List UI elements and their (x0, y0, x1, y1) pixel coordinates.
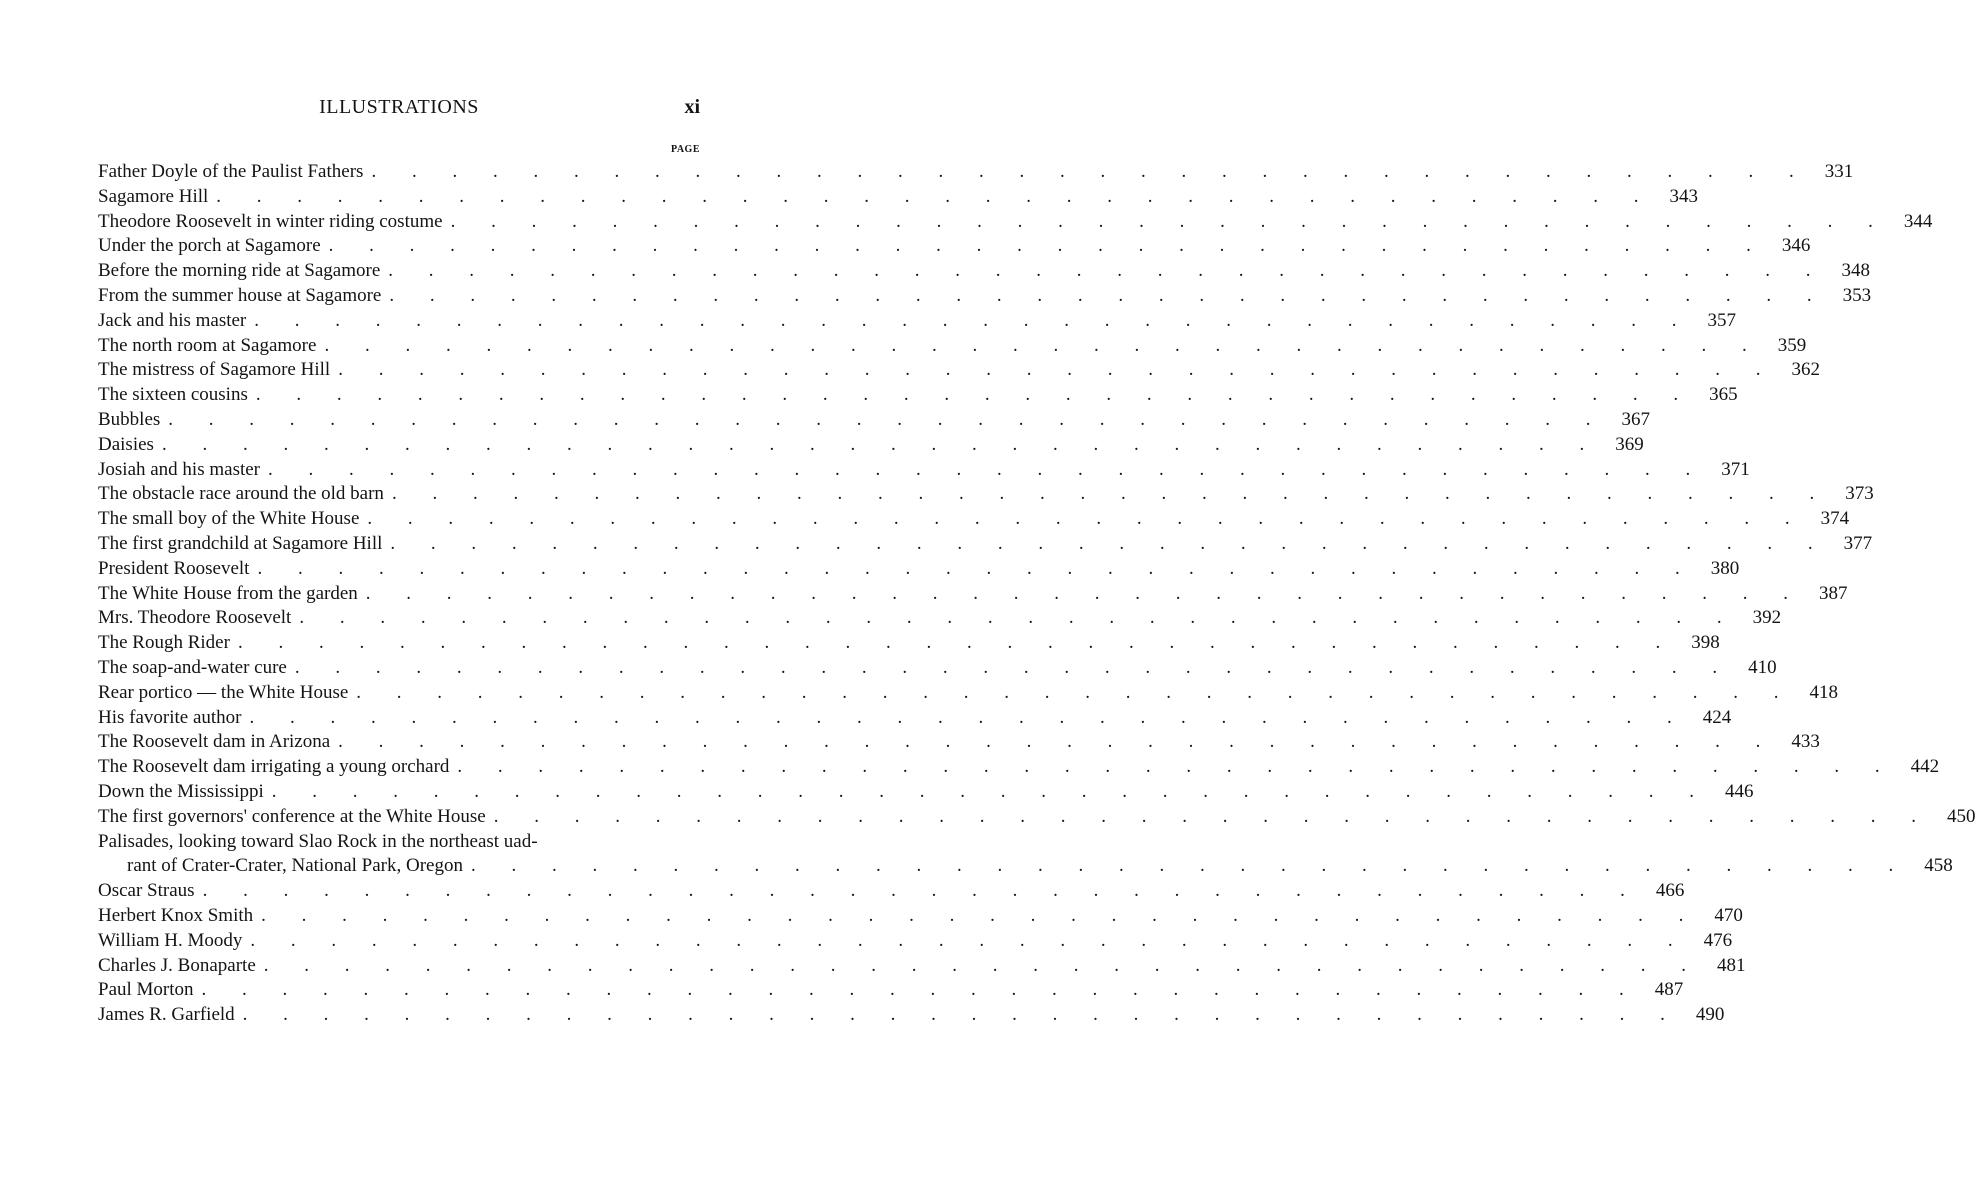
list-item (98, 259, 1871, 284)
entry-title: Jack and his master (98, 309, 247, 331)
entry-page-number: 373 (1845, 483, 1874, 505)
entry-page-number: 387 (1819, 582, 1848, 604)
dot-leader: . . . . . . . . . . . . . . . . . . . . . . . . . . . . . . . . . . . . (254, 309, 1693, 331)
page-numeral: xi (684, 96, 700, 118)
list-item (98, 408, 1651, 433)
entry-continuation (98, 854, 1953, 879)
entry-page-number: 490 (1695, 1004, 1725, 1026)
list-item (98, 780, 1754, 805)
entry-title: Down the Mississippi (98, 780, 264, 802)
entry-title: Charles J. Bonaparte (98, 954, 256, 976)
list-item (98, 681, 1839, 706)
dot-leader: . . . . . . . . . . . . . . . . . . . . . . . . . . . . . . . . . . . . (271, 780, 1710, 802)
list-item (98, 433, 1644, 458)
dot-leader: . . . . . . . . . . . . . . . . . . . . . . . . . . . . . . . . . . . . (250, 929, 1689, 951)
list-item (98, 210, 1933, 235)
entry-title: William H. Moody (98, 929, 243, 951)
list-item (98, 1003, 1725, 1028)
dot-leader: . . . . . . . . . . . . . . . . . . . . . . . . . . . . . . . . . . . . (161, 433, 1600, 455)
entry-page-number: 346 (1781, 235, 1811, 257)
entry-title: Rear portico — the White House (98, 681, 349, 703)
list-item (98, 482, 1874, 507)
entry-title: Daisies (98, 433, 154, 455)
entry-title: The Rough Rider (98, 632, 230, 654)
dot-leader: . . . . . . . . . . . . . . . . . . . . . . . . . . . . . . . . . . . . (390, 532, 1829, 554)
list-item (98, 582, 1848, 607)
entry-page-number: 424 (1702, 706, 1732, 728)
entry-title: The first governors' conference at the White House (98, 805, 486, 827)
list-item (98, 234, 1811, 259)
entry-page-number: 487 (1654, 979, 1684, 1001)
entry-page-number: 331 (1824, 161, 1854, 182)
dot-leader: . . . . . . . . . . . . . . . . . . . . . . . . . . . . . . . . . . . . (457, 756, 1896, 778)
entry-title: His favorite author (98, 706, 242, 728)
entry-page-number: 476 (1703, 929, 1733, 951)
entry-title: The White House from the garden (98, 582, 358, 604)
dot-leader: . . . . . . . . . . . . . . . . . . . . . . . . . . . . . . . . . . . . (388, 260, 1827, 282)
list-item (98, 507, 1850, 532)
entry-title: Mrs. Theodore Roosevelt (98, 607, 292, 629)
dot-leader: . . . . . . . . . . . . . . . . . . . . . . . . . . . . . . . . . . . . (268, 458, 1706, 480)
dot-leader: . . . . . . . . . . . . . . . . . . . . . . . . . . . . . . . . . . . . (201, 979, 1640, 1001)
entry-title: The Roosevelt dam irrigating a young orchard (98, 756, 450, 778)
entry-title: Under the porch at Sagamore (98, 235, 321, 257)
list-item (98, 309, 1737, 334)
entry-page-number: 377 (1843, 532, 1873, 554)
entry-title: Theodore Roosevelt in winter riding costume (98, 210, 443, 232)
entry-page-number: 367 (1621, 408, 1651, 430)
entry-page-number: 458 (1924, 855, 1953, 877)
list-item (98, 730, 1820, 755)
dot-leader: . . . . . . . . . . . . . . . . . . . . . . . . . . . . . . . . . . . . (294, 656, 1733, 678)
dot-leader: . . . . . . . . . . . . . . . . . . . . . . . . . . . . . . . . . . . . (242, 1004, 1681, 1026)
entry-title: From the summer house at Sagamore (98, 284, 382, 306)
list-item (98, 284, 1872, 309)
entry-title: The small boy of the White House (98, 508, 360, 530)
entry-page-number: 365 (1709, 384, 1738, 406)
dot-leader: . . . . . . . . . . . . . . . . . . . . . . . . . . . . . . . . . . . . (263, 954, 1702, 976)
dot-leader: . . . . . . . . . . . . . . . . . . . . . . . . . . . . . . . . . . . . (202, 880, 1641, 902)
entry-page-number: 442 (1910, 756, 1940, 778)
entry-title: The soap-and-water cure (98, 656, 287, 678)
entry-title: Father Doyle of the Paulist Fathers (98, 161, 364, 182)
entry-page-number: 353 (1842, 284, 1872, 306)
entry-page-number: 369 (1615, 433, 1644, 455)
dot-leader: . . . . . . . . . . . . . . . . . . . . . . . . . . . . . . . . . . . . (261, 904, 1699, 926)
list-item (98, 185, 1699, 210)
entry-page-number: 374 (1820, 508, 1850, 530)
dot-leader: . . . . . . . . . . . . . . . . . . . . . . . . . . . . . . . . . . . . (367, 508, 1806, 530)
entry-page-number: 357 (1707, 309, 1737, 331)
entry-title: The Roosevelt dam in Arizona (98, 731, 331, 753)
dot-leader: . . . . . . . . . . . . . . . . . . . . . . . . . . . . . . . . . . . . (338, 359, 1776, 381)
list-item (98, 929, 1733, 954)
entry-title: Oscar Straus (98, 880, 195, 902)
dot-leader: . . . . . . . . . . . . . . . . . . . . . . . . . . . . . . . . . . . . (249, 706, 1688, 728)
list-item (98, 334, 1807, 359)
list-item (98, 656, 1777, 681)
entry-page-number: 380 (1710, 557, 1740, 579)
list-item (98, 879, 1685, 904)
entry-title: Sagamore Hill (98, 185, 209, 207)
entry-title-line1: Palisades, looking toward Slao Rock in the northeast uad- (98, 830, 538, 852)
entry-page-number: 392 (1752, 607, 1782, 629)
list-item (98, 532, 1873, 557)
entry-page-number: 359 (1777, 334, 1807, 356)
entry-title: President Roosevelt (98, 557, 250, 579)
entry-title: Paul Morton (98, 979, 194, 1001)
dot-leader: . . . . . . . . . . . . . . . . . . . . . . . . . . . . . . . . . . . . (255, 384, 1694, 406)
list-item (98, 954, 1746, 979)
entry-title: James R. Garfield (98, 1004, 235, 1026)
entry-page-number: 433 (1791, 731, 1820, 753)
dot-leader: . . . . . . . . . . . . . . . . . . . . . . . . . . . . . . . . . . . . (365, 582, 1804, 604)
entry-title: Josiah and his master (98, 458, 261, 480)
entry-title: Bubbles (98, 408, 161, 430)
dot-leader: . . . . . . . . . . . . . . . . . . . . . . . . . . . . . . . . . . . . (391, 483, 1830, 505)
list-item (98, 458, 1750, 483)
entry-page-number: 410 (1748, 656, 1777, 678)
dot-leader: . . . . . . . . . . . . . . . . . . . . . . . . . . . . . . . . . . . . (470, 855, 1909, 877)
entry-title: The mistress of Sagamore Hill (98, 359, 331, 381)
entry-page-number: 418 (1809, 681, 1839, 703)
list-item (98, 557, 1740, 582)
list-item-multiline (98, 830, 1953, 880)
dot-leader: . . . . . . . . . . . . . . . . . . . . . . . . . . . . . . . . . . . . (237, 632, 1676, 654)
dot-leader: . . . . . . . . . . . . . . . . . . . . . . . . . . . . . . . . . . . . (356, 681, 1795, 703)
dot-leader: . . . . . . . . . . . . . . . . . . . . . . . . . . . . . . . . . . . . (338, 731, 1776, 753)
entry-page-number: 348 (1841, 260, 1871, 282)
entry-page-number: 371 (1721, 458, 1750, 480)
list-item (98, 755, 1940, 780)
list-item (98, 978, 1684, 1003)
list-item (98, 904, 1743, 929)
dot-leader: . . . . . . . . . . . . . . . . . . . . . . . . . . . . . . . . . . . . (389, 284, 1828, 306)
entry-page-number: 344 (1903, 210, 1933, 232)
entry-title: Before the morning ride at Sagamore (98, 260, 381, 282)
entry-page-number: 343 (1669, 185, 1699, 207)
dot-leader: . . . . . . . . . . . . . . . . . . . . . . . . . . . . . . . . . . . . (324, 334, 1763, 356)
entry-page-number: 362 (1791, 359, 1820, 381)
entry-title: The first grandchild at Sagamore Hill (98, 532, 383, 554)
list-item (98, 358, 1820, 383)
illustrations-list (98, 160, 1975, 1028)
dot-leader: . . . . . . . . . . . . . . . . . . . . . . . . . . . . . . . . . . . . (168, 408, 1607, 430)
list-item (98, 606, 1782, 631)
dot-leader: . . . . . . . . . . . . . . . . . . . . . . . . . . . . . . . . . . . . (493, 805, 1932, 827)
dot-leader: . . . . . . . . . . . . . . . . . . . . . . . . . . . . . . . . . . . . (328, 235, 1767, 257)
entry-title: The obstacle race around the old barn (98, 483, 384, 505)
entry-page-number: 446 (1725, 780, 1754, 802)
list-item (98, 383, 1738, 408)
entry-page-number: 450 (1946, 805, 1975, 827)
entry-title: The sixteen cousins (98, 384, 248, 406)
dot-leader: . . . . . . . . . . . . . . . . . . . . . . . . . . . . . . . . . . . . (299, 607, 1738, 629)
list-item (98, 805, 1975, 830)
list-item (98, 706, 1732, 731)
dot-leader: . . . . . . . . . . . . . . . . . . . . . . . . . . . . . . . . . . . . (216, 185, 1655, 207)
entry-page-number: 470 (1714, 904, 1743, 926)
entry-title-line2: rant of Crater-Crater, National Park, Oregon (127, 855, 463, 877)
dot-leader: . . . . . . . . . . . . . . . . . . . . . . . . . . . . . . . . . . . . (257, 557, 1696, 579)
dot-leader: . . . . . . . . . . . . . . . . . . . . . . . . . . . . . . . . . . . . (371, 161, 1810, 182)
page-title: ILLUSTRATIONS (319, 96, 479, 118)
entry-page-number: 481 (1717, 954, 1746, 976)
page-column-label: PAGE (670, 144, 700, 155)
list-item (98, 631, 1720, 656)
entry-page-number: 466 (1655, 880, 1685, 902)
entry-title: Herbert Knox Smith (98, 904, 254, 926)
page-header (98, 96, 700, 126)
entry-page-number: 398 (1691, 632, 1720, 654)
list-item (98, 160, 1854, 185)
entry-title: The north room at Sagamore (98, 334, 317, 356)
dot-leader: . . . . . . . . . . . . . . . . . . . . . . . . . . . . . . . . . . . . (450, 210, 1889, 232)
